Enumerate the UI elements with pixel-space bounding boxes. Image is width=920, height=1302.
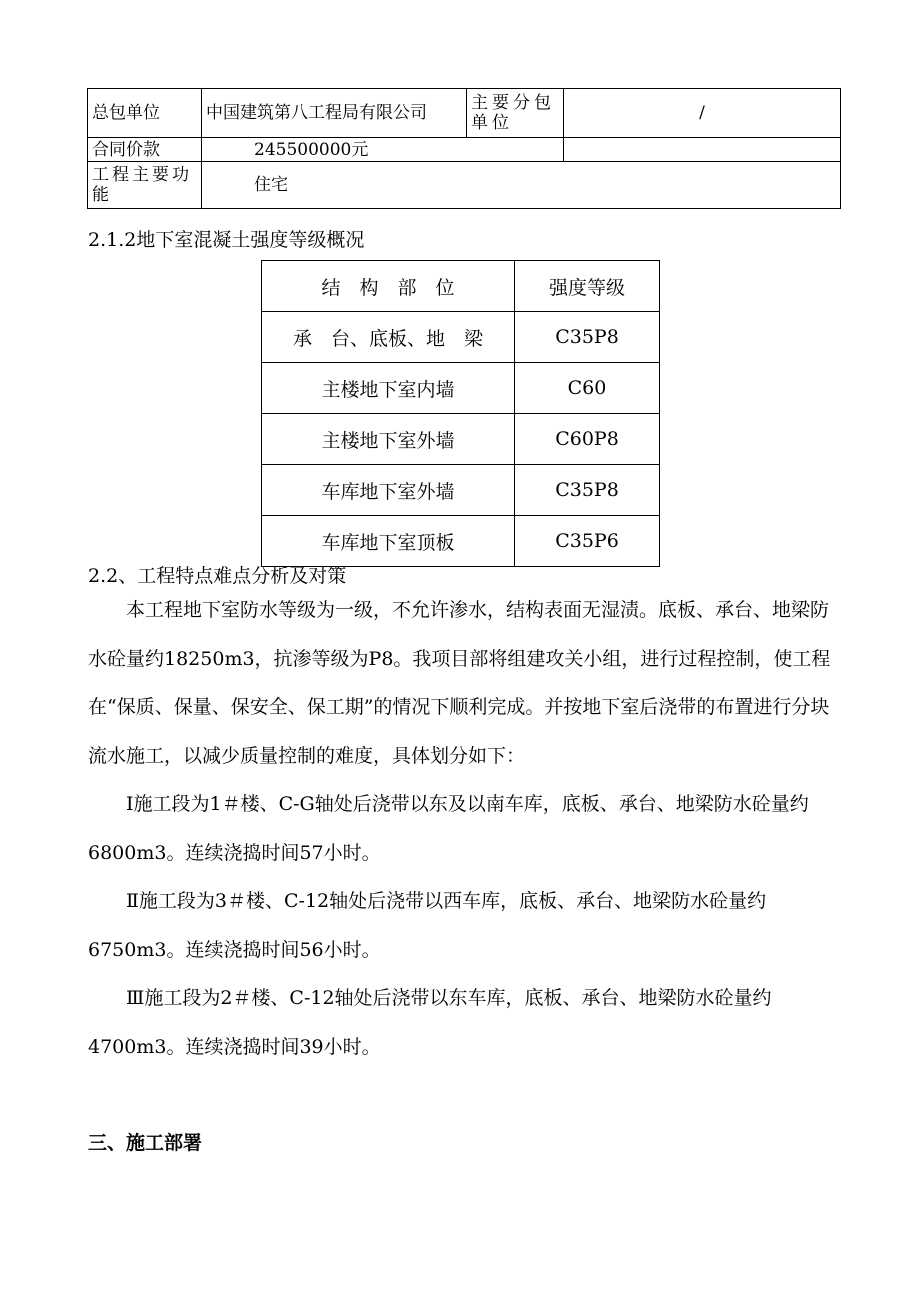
table-row (262, 312, 660, 363)
concrete-strength-table (261, 260, 660, 567)
table-row (262, 363, 660, 414)
general-contractor-value: 中国建筑第八工程局有限公司 (202, 89, 467, 138)
main-subcontractor-label: 主要分包单位 (467, 89, 564, 138)
structure-part-cell: 车库地下室顶板 (262, 516, 515, 567)
table-row (88, 89, 841, 138)
intro-paragraph: 本工程地下室防水等级为一级，不允许渗水，结构表面无湿渍。底板、承台、地梁防水砼量约18250m3，抗渗等级为P8。我项目部将组建攻关小组，进行过程控制，使工程在“保质、保量、保安全、保工期”的情况下顺利完成。并按地下室后浇带的布置进行分块流水施工，以减少质量控制的难度，具体划分如下： (88, 599, 831, 767)
table-row (88, 138, 841, 162)
body-text (88, 586, 834, 1071)
table-row (262, 465, 660, 516)
project-info-table (87, 88, 841, 209)
empty-cell (564, 138, 841, 162)
main-function-value: 住宅 (202, 162, 841, 209)
main-function-label: 工程主要功能 (88, 162, 202, 209)
structure-part-cell: 主楼地下室外墙 (262, 414, 515, 465)
header-structure-part: 结 构 部 位 (262, 261, 515, 312)
strength-grade-cell: C60P8 (515, 414, 660, 465)
header-strength-grade: 强度等级 (515, 261, 660, 312)
section-3-title: 三、施工部署 (88, 1132, 203, 1154)
structure-part-cell: 车库地下室外墙 (262, 465, 515, 516)
section-212-title: 2.1.2地下室混凝土强度等级概况 (88, 229, 365, 251)
table-row (262, 516, 660, 567)
structure-part-cell: 主楼地下室内墙 (262, 363, 515, 414)
strength-grade-cell: C35P6 (515, 516, 660, 567)
strength-grade-cell: C35P8 (515, 465, 660, 516)
section-22-title: 2.2、工程特点难点分析及对策 (88, 565, 347, 587)
stage2-paragraph: Ⅱ施工段为3＃楼、C-12轴处后浇带以西车库，底板、承台、地梁防水砼量约6750m3。连续浇捣时间56小时。 (88, 890, 767, 961)
strength-grade-cell: C35P8 (515, 312, 660, 363)
general-contractor-label: 总包单位 (88, 89, 202, 138)
table-row (88, 162, 841, 209)
contract-price-value: 245500000元 (202, 138, 564, 162)
contract-price-label: 合同价款 (88, 138, 202, 162)
strength-grade-cell: C60 (515, 363, 660, 414)
main-subcontractor-value: / (564, 89, 841, 138)
table-row (262, 414, 660, 465)
table-header-row (262, 261, 660, 312)
stage3-paragraph: Ⅲ施工段为2＃楼、C-12轴处后浇带以东车库，底板、承台、地梁防水砼量约4700m3。连续浇捣时间39小时。 (88, 987, 772, 1058)
structure-part-cell: 承 台、底板、地 梁 (262, 312, 515, 363)
stage1-paragraph: Ⅰ施工段为1＃楼、C-G轴处后浇带以东及以南车库，底板、承台、地梁防水砼量约6800m3。连续浇捣时间57小时。 (88, 793, 809, 864)
